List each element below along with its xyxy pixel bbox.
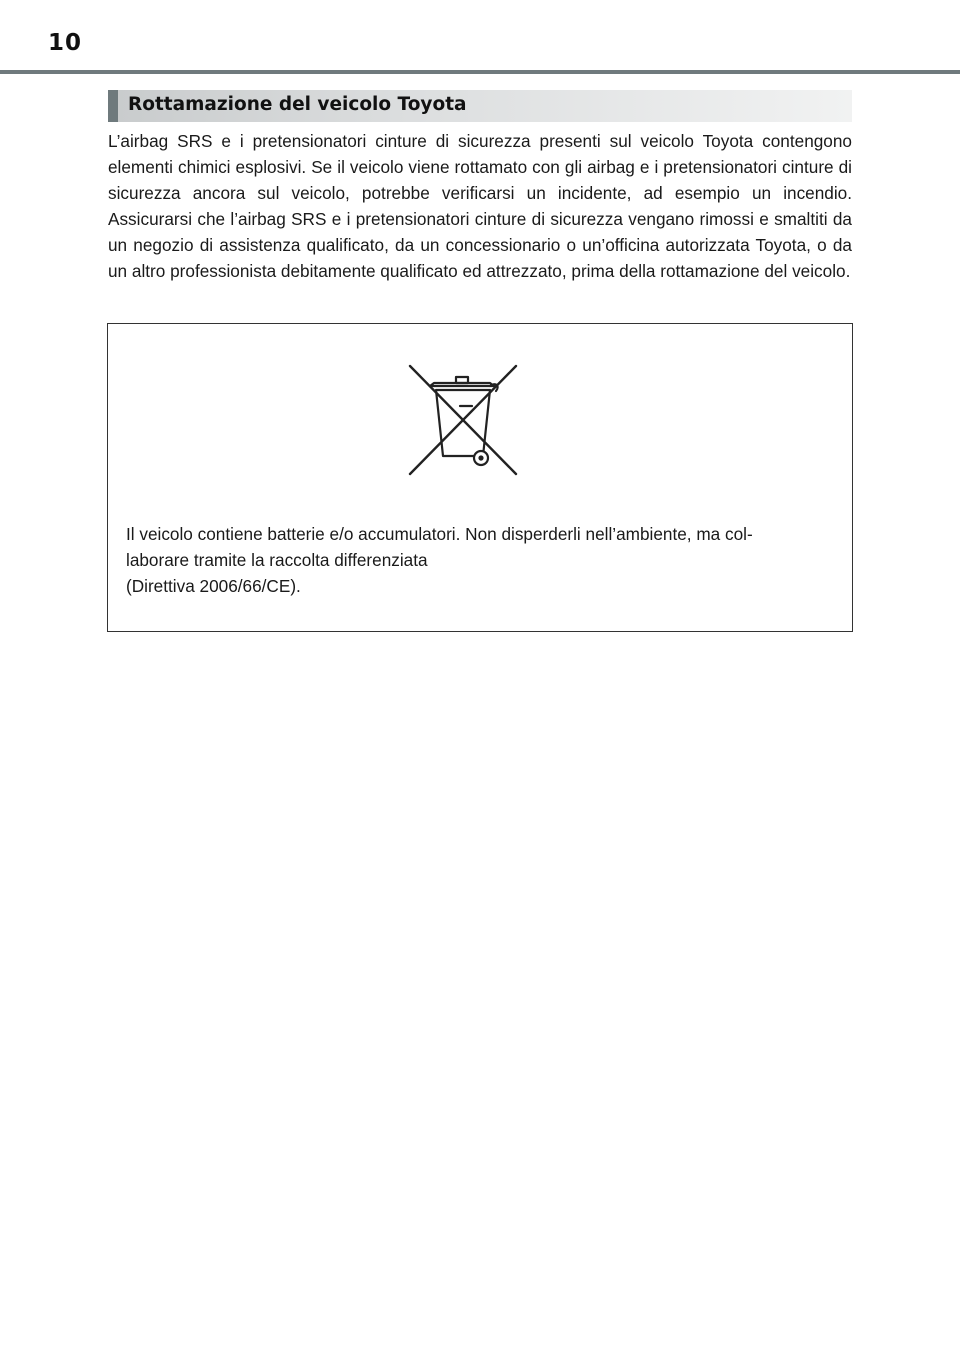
- battery-notice-text: [126, 521, 826, 599]
- notice-line: Il veicolo contiene batterie e/o accumulatori. Non disperderli nell’ambiente, ma col-: [126, 524, 753, 544]
- notice-line: laborare tramite la raccolta differenziata: [126, 550, 428, 570]
- header-rule: [0, 70, 960, 74]
- airbag-disposal-paragraph: L’airbag SRS e i pretensionatori cinture di sicurezza presenti sul veicolo Toyota contengono elementi chimici esplosivi. Se il veicolo viene rottamato con gli airbag e i pretensionatori cinture di sicurezza ancora sul veicolo, potrebbe verificarsi un incidente, ad esempio un incendio. Assicurarsi che l’airbag SRS e i pretensionatori cinture di sicurezza vengano rimossi e smaltiti da un negozio di assistenza qualificato, da un concessionario o un’officina autorizzata Toyota, o da un altro professionista debitamente qualificato ed attrezzato, prima della rottamazione del veicolo.: [108, 131, 852, 281]
- section-title: Rottamazione del veicolo Toyota: [128, 94, 467, 115]
- battery-notice-box: [107, 323, 853, 632]
- crossed-out-wheelie-bin-icon: [406, 362, 522, 478]
- page-number: 10: [48, 30, 83, 56]
- notice-line: (Direttiva 2006/66/CE).: [126, 576, 301, 596]
- section-heading: [108, 90, 852, 122]
